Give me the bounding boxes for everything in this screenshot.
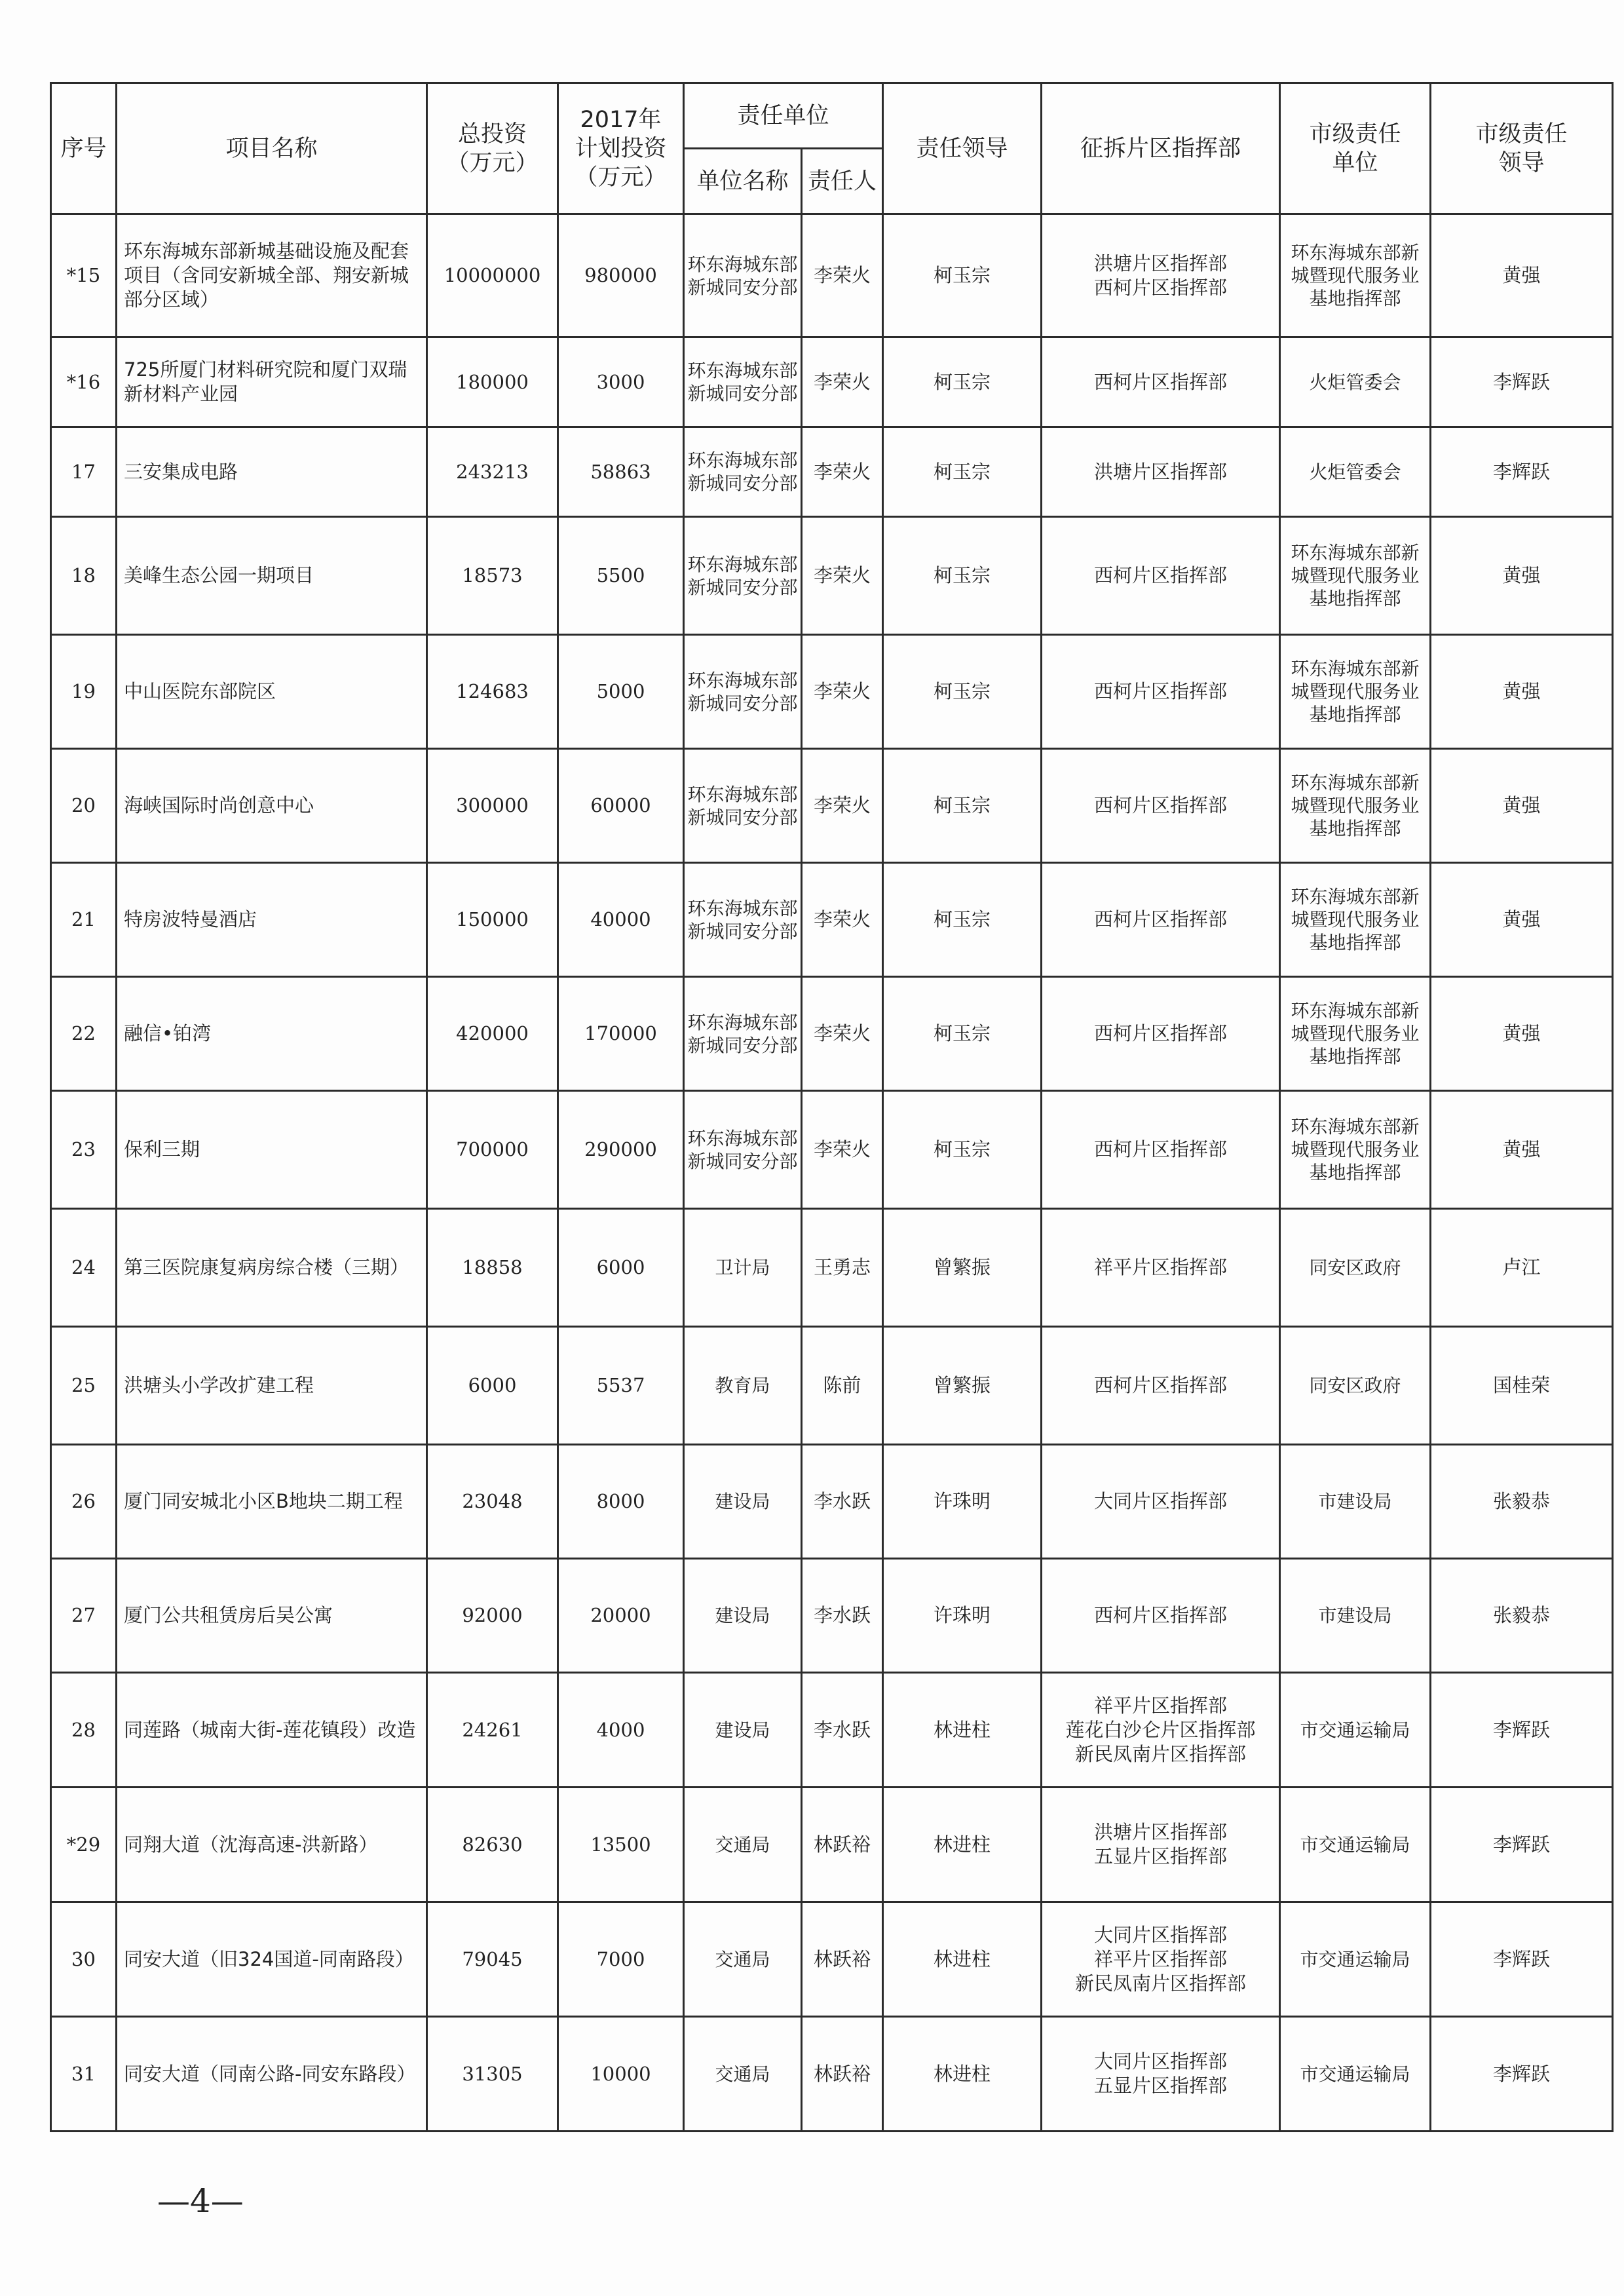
cell-responsible-person: 陈前 [802,1327,883,1445]
cell-responsible-leader: 柯玉宗 [883,749,1042,863]
cell-seq: 24 [51,1209,117,1327]
table-row [51,337,1613,427]
cell-demolition-hq: 祥平片区指挥部 [1042,1209,1280,1327]
cell-project-name: 融信•铂湾 [117,977,427,1091]
cell-total-investment: 23048 [427,1445,558,1559]
cell-city-unit: 市建设局 [1280,1445,1431,1559]
cell-project-name: 第三医院康复病房综合楼（三期） [117,1209,427,1327]
cell-demolition-hq: 洪塘片区指挥部 [1042,427,1280,517]
cell-unit-name: 环东海城东部新城同安分部 [684,517,802,635]
table-row [51,749,1613,863]
cell-plan-investment: 5000 [558,635,684,749]
cell-demolition-hq: 大同片区指挥部 [1042,1445,1280,1559]
cell-project-name: 中山医院东部院区 [117,635,427,749]
header-responsible-leader: 责任领导 [883,83,1042,214]
cell-responsible-person: 李水跃 [802,1673,883,1788]
table-row [51,517,1613,635]
table-row [51,427,1613,517]
cell-city-unit: 市交通运输局 [1280,1902,1431,2017]
cell-project-name: 保利三期 [117,1091,427,1209]
cell-unit-name: 环东海城东部新城同安分部 [684,977,802,1091]
cell-seq: 27 [51,1559,117,1673]
cell-project-name: 725所厦门材料研究院和厦门双瑞新材料产业园 [117,337,427,427]
cell-responsible-leader: 许珠明 [883,1559,1042,1673]
cell-responsible-person: 李荣火 [802,1091,883,1209]
cell-project-name: 三安集成电路 [117,427,427,517]
cell-seq: 26 [51,1445,117,1559]
cell-city-leader: 黄强 [1431,1091,1613,1209]
cell-seq: 22 [51,977,117,1091]
cell-responsible-leader: 许珠明 [883,1445,1042,1559]
cell-responsible-person: 李水跃 [802,1559,883,1673]
header-responsible-unit: 责任单位 [684,83,883,149]
table-row [51,1559,1613,1673]
cell-responsible-leader: 柯玉宗 [883,337,1042,427]
cell-city-unit: 环东海城东部新城暨现代服务业基地指挥部 [1280,1091,1431,1209]
cell-unit-name: 教育局 [684,1327,802,1445]
cell-total-investment: 79045 [427,1902,558,2017]
cell-seq: 20 [51,749,117,863]
cell-demolition-hq: 西柯片区指挥部 [1042,1091,1280,1209]
table-row [51,977,1613,1091]
table-row [51,1902,1613,2017]
cell-total-investment: 150000 [427,863,558,977]
cell-project-name: 厦门同安城北小区B地块二期工程 [117,1445,427,1559]
cell-responsible-person: 李荣火 [802,635,883,749]
cell-city-leader: 黄强 [1431,977,1613,1091]
cell-responsible-person: 李荣火 [802,427,883,517]
cell-unit-name: 交通局 [684,1902,802,2017]
cell-city-leader: 卢江 [1431,1209,1613,1327]
cell-unit-name: 建设局 [684,1445,802,1559]
cell-demolition-hq: 大同片区指挥部 祥平片区指挥部 新民凤南片区指挥部 [1042,1902,1280,2017]
cell-city-leader: 黄强 [1431,517,1613,635]
table-header-row [51,83,1613,149]
cell-responsible-person: 李荣火 [802,749,883,863]
cell-city-leader: 李辉跃 [1431,1788,1613,1902]
cell-plan-investment: 4000 [558,1673,684,1788]
cell-seq: 25 [51,1327,117,1445]
cell-seq: *15 [51,214,117,337]
cell-unit-name: 环东海城东部新城同安分部 [684,863,802,977]
cell-project-name: 同安大道（旧324国道-同南路段） [117,1902,427,2017]
cell-demolition-hq: 西柯片区指挥部 [1042,1327,1280,1445]
cell-seq: *16 [51,337,117,427]
cell-total-investment: 420000 [427,977,558,1091]
cell-unit-name: 卫计局 [684,1209,802,1327]
cell-city-unit: 环东海城东部新城暨现代服务业基地指挥部 [1280,214,1431,337]
cell-responsible-leader: 林进柱 [883,1788,1042,1902]
header-demolition-hq: 征拆片区指挥部 [1042,83,1280,214]
cell-project-name: 海峡国际时尚创意中心 [117,749,427,863]
cell-plan-investment: 58863 [558,427,684,517]
cell-demolition-hq: 西柯片区指挥部 [1042,337,1280,427]
header-project-name: 项目名称 [117,83,427,214]
cell-plan-investment: 3000 [558,337,684,427]
cell-responsible-leader: 林进柱 [883,1902,1042,2017]
cell-city-unit: 同安区政府 [1280,1209,1431,1327]
cell-responsible-person: 李水跃 [802,1445,883,1559]
header-city-leader: 市级责任 领导 [1431,83,1613,214]
cell-plan-investment: 8000 [558,1445,684,1559]
cell-city-leader: 李辉跃 [1431,1673,1613,1788]
cell-seq: 30 [51,1902,117,2017]
cell-city-leader: 黄强 [1431,749,1613,863]
cell-responsible-person: 李荣火 [802,337,883,427]
cell-city-leader: 李辉跃 [1431,2017,1613,2132]
cell-plan-investment: 40000 [558,863,684,977]
cell-plan-investment: 7000 [558,1902,684,2017]
cell-project-name: 同安大道（同南公路-同安东路段） [117,2017,427,2132]
cell-responsible-person: 林跃裕 [802,1788,883,1902]
cell-total-investment: 92000 [427,1559,558,1673]
cell-responsible-leader: 柯玉宗 [883,1091,1042,1209]
cell-responsible-person: 林跃裕 [802,1902,883,2017]
cell-plan-investment: 5537 [558,1327,684,1445]
cell-responsible-person: 林跃裕 [802,2017,883,2132]
cell-plan-investment: 980000 [558,214,684,337]
cell-city-unit: 环东海城东部新城暨现代服务业基地指挥部 [1280,517,1431,635]
cell-responsible-person: 李荣火 [802,214,883,337]
table-row [51,635,1613,749]
cell-city-leader: 黄强 [1431,863,1613,977]
cell-city-unit: 市交通运输局 [1280,1673,1431,1788]
cell-plan-investment: 20000 [558,1559,684,1673]
cell-city-leader: 李辉跃 [1431,427,1613,517]
table-row [51,1209,1613,1327]
cell-project-name: 环东海城东部新城基础设施及配套项目（含同安新城全部、翔安新城部分区域） [117,214,427,337]
table-row [51,1445,1613,1559]
cell-plan-investment: 6000 [558,1209,684,1327]
table-row [51,2017,1613,2132]
header-responsible-person: 责任人 [802,149,883,214]
cell-total-investment: 700000 [427,1091,558,1209]
cell-city-leader: 李辉跃 [1431,337,1613,427]
cell-demolition-hq: 西柯片区指挥部 [1042,517,1280,635]
cell-seq: 31 [51,2017,117,2132]
table-row [51,1327,1613,1445]
cell-project-name: 同莲路（城南大街-莲花镇段）改造 [117,1673,427,1788]
cell-project-name: 厦门公共租赁房后吴公寓 [117,1559,427,1673]
cell-city-unit: 火炬管委会 [1280,337,1431,427]
cell-seq: 21 [51,863,117,977]
cell-city-unit: 市交通运输局 [1280,2017,1431,2132]
page-number: —4— [157,2182,244,2220]
cell-total-investment: 31305 [427,2017,558,2132]
cell-city-leader: 张毅恭 [1431,1445,1613,1559]
header-total-investment: 总投资 （万元） [427,83,558,214]
table-row [51,1673,1613,1788]
cell-city-unit: 环东海城东部新城暨现代服务业基地指挥部 [1280,749,1431,863]
cell-responsible-person: 李荣火 [802,977,883,1091]
cell-unit-name: 建设局 [684,1559,802,1673]
cell-responsible-leader: 曾繁振 [883,1327,1042,1445]
cell-city-leader: 张毅恭 [1431,1559,1613,1673]
cell-seq: 19 [51,635,117,749]
cell-city-unit: 同安区政府 [1280,1327,1431,1445]
cell-demolition-hq: 洪塘片区指挥部 五显片区指挥部 [1042,1788,1280,1902]
cell-unit-name: 环东海城东部新城同安分部 [684,427,802,517]
cell-responsible-person: 李荣火 [802,863,883,977]
cell-demolition-hq: 西柯片区指挥部 [1042,749,1280,863]
cell-unit-name: 环东海城东部新城同安分部 [684,1091,802,1209]
cell-city-unit: 火炬管委会 [1280,427,1431,517]
cell-demolition-hq: 西柯片区指挥部 [1042,1559,1280,1673]
cell-plan-investment: 60000 [558,749,684,863]
cell-total-investment: 243213 [427,427,558,517]
table-row [51,1788,1613,1902]
cell-city-leader: 黄强 [1431,635,1613,749]
cell-city-leader: 黄强 [1431,214,1613,337]
cell-demolition-hq: 祥平片区指挥部 莲花白沙仑片区指挥部 新民凤南片区指挥部 [1042,1673,1280,1788]
cell-responsible-leader: 曾繁振 [883,1209,1042,1327]
table-row [51,863,1613,977]
cell-unit-name: 交通局 [684,1788,802,1902]
cell-project-name: 特房波特曼酒店 [117,863,427,977]
cell-responsible-leader: 柯玉宗 [883,214,1042,337]
cell-city-leader: 国桂荣 [1431,1327,1613,1445]
cell-city-unit: 市交通运输局 [1280,1788,1431,1902]
cell-total-investment: 124683 [427,635,558,749]
cell-demolition-hq: 西柯片区指挥部 [1042,863,1280,977]
cell-city-unit: 环东海城东部新城暨现代服务业基地指挥部 [1280,977,1431,1091]
cell-demolition-hq: 西柯片区指挥部 [1042,635,1280,749]
cell-total-investment: 18858 [427,1209,558,1327]
cell-city-leader: 李辉跃 [1431,1902,1613,2017]
cell-responsible-person: 李荣火 [802,517,883,635]
cell-unit-name: 建设局 [684,1673,802,1788]
cell-responsible-leader: 柯玉宗 [883,635,1042,749]
cell-demolition-hq: 西柯片区指挥部 [1042,977,1280,1091]
cell-unit-name: 环东海城东部新城同安分部 [684,337,802,427]
cell-project-name: 洪塘头小学改扩建工程 [117,1327,427,1445]
cell-total-investment: 10000000 [427,214,558,337]
header-city-unit: 市级责任 单位 [1280,83,1431,214]
table-row [51,214,1613,337]
cell-city-unit: 环东海城东部新城暨现代服务业基地指挥部 [1280,635,1431,749]
cell-seq: 17 [51,427,117,517]
cell-plan-investment: 10000 [558,2017,684,2132]
cell-total-investment: 300000 [427,749,558,863]
cell-plan-investment: 13500 [558,1788,684,1902]
header-plan-investment: 2017年 计划投资 （万元） [558,83,684,214]
header-seq: 序号 [51,83,117,214]
cell-unit-name: 交通局 [684,2017,802,2132]
cell-seq: *29 [51,1788,117,1902]
cell-unit-name: 环东海城东部新城同安分部 [684,635,802,749]
header-unit-name: 单位名称 [684,149,802,214]
cell-plan-investment: 290000 [558,1091,684,1209]
cell-responsible-leader: 柯玉宗 [883,863,1042,977]
cell-responsible-person: 王勇志 [802,1209,883,1327]
cell-responsible-leader: 柯玉宗 [883,427,1042,517]
cell-seq: 18 [51,517,117,635]
table-row [51,1091,1613,1209]
cell-total-investment: 24261 [427,1673,558,1788]
cell-total-investment: 18573 [427,517,558,635]
cell-responsible-leader: 柯玉宗 [883,517,1042,635]
cell-unit-name: 环东海城东部新城同安分部 [684,214,802,337]
cell-city-unit: 环东海城东部新城暨现代服务业基地指挥部 [1280,863,1431,977]
cell-total-investment: 180000 [427,337,558,427]
cell-project-name: 同翔大道（沈海高速-洪新路） [117,1788,427,1902]
cell-city-unit: 市建设局 [1280,1559,1431,1673]
cell-responsible-leader: 林进柱 [883,2017,1042,2132]
cell-plan-investment: 5500 [558,517,684,635]
cell-responsible-leader: 林进柱 [883,1673,1042,1788]
cell-seq: 23 [51,1091,117,1209]
cell-responsible-leader: 柯玉宗 [883,977,1042,1091]
table-body [51,214,1613,2132]
cell-demolition-hq: 洪塘片区指挥部 西柯片区指挥部 [1042,214,1280,337]
cell-total-investment: 6000 [427,1327,558,1445]
cell-project-name: 美峰生态公园一期项目 [117,517,427,635]
cell-plan-investment: 170000 [558,977,684,1091]
project-table [50,82,1614,2132]
cell-total-investment: 82630 [427,1788,558,1902]
cell-demolition-hq: 大同片区指挥部 五显片区指挥部 [1042,2017,1280,2132]
cell-seq: 28 [51,1673,117,1788]
cell-unit-name: 环东海城东部新城同安分部 [684,749,802,863]
